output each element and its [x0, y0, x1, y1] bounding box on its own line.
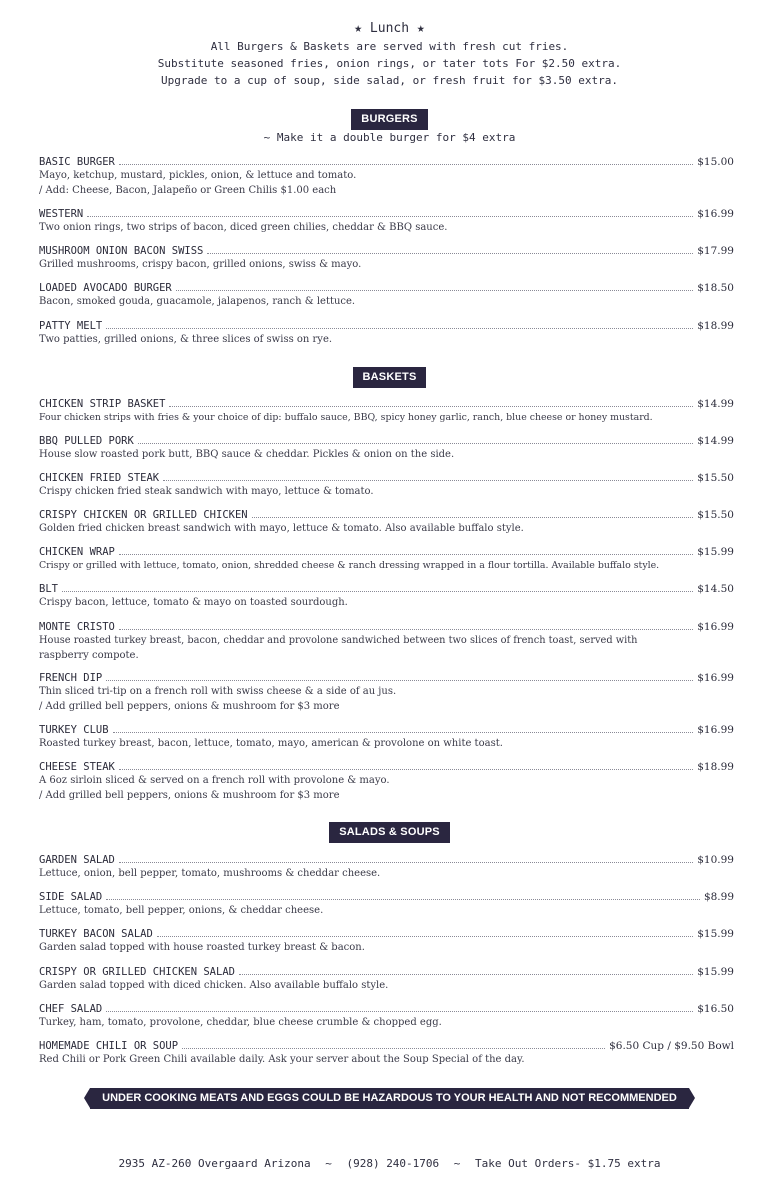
- item-name: WESTERN: [39, 208, 84, 220]
- leader-dots: [119, 769, 693, 770]
- menu-item: [39, 963, 734, 993]
- item-name: TURKEY CLUB: [39, 724, 109, 736]
- item-name: CHICKEN WRAP: [39, 546, 115, 558]
- item-desc: Grilled mushrooms, crispy bacon, grilled onions, swiss & mayo.: [39, 259, 362, 270]
- item-desc: Turkey, ham, tomato, provolone, cheddar, blue cheese crumble & chopped egg.: [39, 1017, 442, 1028]
- item-name: BLT: [39, 583, 58, 595]
- item-name: CRISPY OR GRILLED CHICKEN SALAD: [39, 966, 235, 978]
- item-desc: Bacon, smoked gouda, guacamole, jalapenos, ranch & lettuce.: [39, 296, 356, 307]
- item-desc: Golden fried chicken breast sandwich with mayo, lettuce & tomato. Also available buffalo style.: [39, 523, 524, 534]
- footer: [0, 1157, 779, 1170]
- leader-dots: [119, 629, 693, 630]
- item-desc: House roasted turkey breast, bacon, cheddar and provolone sandwiched between two slices of french toast, served with: [39, 635, 638, 646]
- salads-heading: SALADS & SOUPS: [329, 822, 450, 843]
- menu-header: [0, 20, 779, 89]
- menu-item: [39, 758, 734, 803]
- leader-dots: [239, 974, 693, 975]
- leader-dots: [106, 1011, 693, 1012]
- menu-item: [39, 153, 734, 198]
- leader-dots: [106, 328, 693, 329]
- salads-heading-wrap: [0, 822, 779, 843]
- item-desc: Garden salad topped with house roasted turkey breast & bacon.: [39, 942, 365, 953]
- item-name: MONTE CRISTO: [39, 621, 115, 633]
- item-name: HOMEMADE CHILI OR SOUP: [39, 1040, 179, 1052]
- baskets-heading-wrap: [0, 367, 779, 388]
- menu-item: [39, 888, 734, 918]
- item-price: $18.50: [697, 282, 734, 294]
- burgers-note: ~ Make it a double burger for $4 extra: [263, 131, 516, 144]
- menu-item: [39, 317, 734, 347]
- item-price: $8.99: [703, 891, 734, 903]
- item-price: $14.99: [697, 398, 734, 410]
- health-warning-wrap: [0, 1088, 779, 1109]
- burgers-heading: BURGERS: [351, 109, 427, 130]
- item-price: $15.99: [697, 546, 734, 558]
- menu-item: [39, 618, 734, 663]
- item-price: $16.99: [697, 208, 734, 220]
- leader-dots: [119, 164, 693, 165]
- item-desc: Two onion rings, two strips of bacon, diced green chilies, cheddar & BBQ sauce.: [39, 222, 448, 233]
- leader-dots: [106, 899, 700, 900]
- item-name: SIDE SALAD: [39, 891, 103, 903]
- item-name: CHEF SALAD: [39, 1003, 103, 1015]
- item-name: FRENCH DIP: [39, 672, 103, 684]
- item-desc: Crispy chicken fried steak sandwich with mayo, lettuce & tomato.: [39, 486, 374, 497]
- item-name: CRISPY CHICKEN OR GRILLED CHICKEN: [39, 509, 248, 521]
- item-desc-addon: / Add: Cheese, Bacon, Jalapeño or Green Chilis $1.00 each: [39, 185, 337, 196]
- item-desc-cont: raspberry compote.: [39, 650, 139, 661]
- leader-dots: [163, 480, 693, 481]
- leader-dots: [62, 591, 693, 592]
- leader-dots: [176, 290, 693, 291]
- menu-item: [39, 432, 734, 462]
- footer-takeout: Take Out Orders- $1.75 extra: [475, 1157, 661, 1170]
- menu-item: [39, 580, 734, 610]
- footer-separator: ~: [325, 1157, 332, 1170]
- item-price: $14.50: [697, 583, 734, 595]
- item-desc: Four chicken strips with fries & your choice of dip: buffalo sauce, BBQ, spicy honey garlic, ranch, blue cheese or honey mustard.: [39, 412, 653, 423]
- menu-item: [39, 469, 734, 499]
- menu-item: [39, 279, 734, 309]
- leader-dots: [119, 554, 693, 555]
- item-name: PATTY MELT: [39, 320, 103, 332]
- item-desc: A 6oz sirloin sliced & served on a french roll with provolone & mayo.: [39, 775, 390, 786]
- item-desc: Crispy bacon, lettuce, tomato & mayo on toasted sourdough.: [39, 597, 348, 608]
- leader-dots: [87, 216, 693, 217]
- item-price: $15.99: [697, 966, 734, 978]
- item-desc: Lettuce, onion, bell pepper, tomato, mushrooms & cheddar cheese.: [39, 868, 381, 879]
- leader-dots: [106, 680, 693, 681]
- item-price: $16.99: [697, 672, 734, 684]
- item-price: $16.99: [697, 724, 734, 736]
- item-desc: Two patties, grilled onions, & three slices of swiss on rye.: [39, 334, 333, 345]
- leader-dots: [157, 936, 693, 937]
- header-line-3: Upgrade to a cup of soup, side salad, or fresh fruit for $3.50 extra.: [161, 74, 618, 87]
- menu-item: [39, 205, 734, 235]
- item-desc: Mayo, ketchup, mustard, pickles, onion, & lettuce and tomato.: [39, 170, 357, 181]
- item-price: $16.50: [697, 1003, 734, 1015]
- health-warning-banner: UNDER COOKING MEATS AND EGGS COULD BE HAZARDOUS TO YOUR HEALTH AND NOT RECOMMENDED: [90, 1088, 689, 1109]
- header-line-1: All Burgers & Baskets are served with fresh cut fries.: [210, 40, 569, 53]
- item-desc: Crispy or grilled with lettuce, tomato, onion, shredded cheese & ranch dressing wrapped in a flour tortilla. Available buffalo style.: [39, 560, 660, 571]
- menu-item: [39, 543, 734, 573]
- item-price: $18.99: [697, 320, 734, 332]
- item-name: CHICKEN FRIED STEAK: [39, 472, 160, 484]
- item-desc: Lettuce, tomato, bell pepper, onions, & cheddar cheese.: [39, 905, 324, 916]
- baskets-heading: BASKETS: [353, 367, 427, 388]
- footer-separator: ~: [453, 1157, 461, 1170]
- item-price: $15.99: [697, 928, 734, 940]
- leader-dots: [113, 732, 694, 733]
- item-price: $15.50: [697, 472, 734, 484]
- menu-item: [39, 669, 734, 714]
- menu-item: [39, 395, 734, 425]
- item-price: $15.50: [697, 509, 734, 521]
- item-price: $6.50 Cup / $9.50 Bowl: [609, 1040, 734, 1052]
- menu-title: ★ Lunch ★: [354, 21, 425, 36]
- item-desc: Garden salad topped with diced chicken. Also available buffalo style.: [39, 980, 389, 991]
- item-name: GARDEN SALAD: [39, 854, 115, 866]
- item-desc: Thin sliced tri-tip on a french roll with swiss cheese & a side of au jus.: [39, 686, 397, 697]
- item-name: BBQ PULLED PORK: [39, 435, 134, 447]
- item-desc-addon: / Add grilled bell peppers, onions & mushroom for $3 more: [39, 701, 340, 712]
- leader-dots: [207, 253, 693, 254]
- item-desc: House slow roasted pork butt, BBQ sauce & cheddar. Pickles & onion on the side.: [39, 449, 455, 460]
- footer-address: 2935 AZ-260 Overgaard Arizona: [118, 1157, 311, 1170]
- header-line-2: Substitute seasoned fries, onion rings, or tater tots For $2.50 extra.: [157, 57, 622, 70]
- item-desc: Red Chili or Pork Green Chili available daily. Ask your server about the Soup Special of the day.: [39, 1054, 525, 1065]
- item-name: CHICKEN STRIP BASKET: [39, 398, 166, 410]
- item-price: $15.00: [697, 156, 734, 168]
- menu-item: [39, 925, 734, 955]
- leader-dots: [138, 443, 693, 444]
- footer-phone: (928) 240-1706: [346, 1157, 440, 1170]
- burgers-heading-wrap: [0, 109, 779, 130]
- item-name: LOADED AVOCADO BURGER: [39, 282, 172, 294]
- menu-item: [39, 1000, 734, 1030]
- leader-dots: [252, 517, 694, 518]
- item-name: CHEESE STEAK: [39, 761, 115, 773]
- item-price: $16.99: [697, 621, 734, 633]
- item-price: $14.99: [697, 435, 734, 447]
- item-name: TURKEY BACON SALAD: [39, 928, 153, 940]
- item-desc: Roasted turkey breast, bacon, lettuce, tomato, mayo, american & provolone on white toast.: [39, 738, 503, 749]
- item-price: $18.99: [697, 761, 734, 773]
- menu-item: [39, 506, 734, 536]
- leader-dots: [119, 862, 693, 863]
- item-name: BASIC BURGER: [39, 156, 115, 168]
- menu-item: [39, 242, 734, 272]
- item-name: MUSHROOM ONION BACON SWISS: [39, 245, 204, 257]
- item-desc-addon: / Add grilled bell peppers, onions & mushroom for $3 more: [39, 790, 340, 801]
- menu-item: [39, 1037, 734, 1067]
- menu-item: [39, 721, 734, 751]
- menu-item: [39, 851, 734, 881]
- leader-dots: [182, 1048, 605, 1049]
- item-price: $10.99: [697, 854, 734, 866]
- item-price: $17.99: [697, 245, 734, 257]
- leader-dots: [169, 406, 693, 407]
